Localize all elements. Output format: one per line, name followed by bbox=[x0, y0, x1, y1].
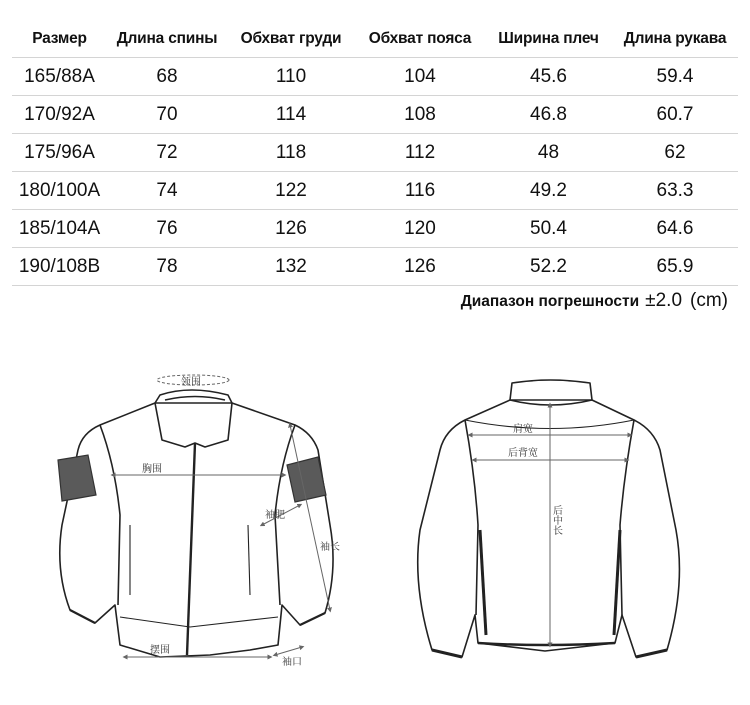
table-cell: 48 bbox=[485, 134, 612, 172]
table-cell: 76 bbox=[107, 210, 227, 248]
label-back-length: 后中长 bbox=[550, 505, 562, 535]
header-row bbox=[12, 20, 738, 58]
table-cell: 46.8 bbox=[485, 96, 612, 134]
jacket-front-view bbox=[60, 390, 333, 657]
table-row bbox=[12, 172, 738, 210]
label-back-width: 后背宽 bbox=[508, 448, 538, 459]
label-chest: 胸围 bbox=[142, 464, 162, 475]
table-cell: 175/96A bbox=[12, 134, 107, 172]
table-cell: 74 bbox=[107, 172, 227, 210]
table-cell: 64.6 bbox=[612, 210, 738, 248]
table-cell: 132 bbox=[227, 248, 355, 286]
table-cell: 112 bbox=[355, 134, 485, 172]
tolerance-unit: (cm) bbox=[690, 290, 728, 311]
table-cell: 45.6 bbox=[485, 58, 612, 96]
table-cell: 50.4 bbox=[485, 210, 612, 248]
size-chart bbox=[12, 20, 738, 286]
table-row bbox=[12, 210, 738, 248]
label-sleeve-width: 袖肥 bbox=[265, 510, 285, 521]
table-cell: 180/100A bbox=[12, 172, 107, 210]
header-chest: Обхват груди bbox=[240, 29, 342, 47]
tolerance-value: ±2.0 bbox=[645, 290, 683, 311]
header-waist: Обхват пояса bbox=[368, 29, 472, 47]
table-cell: 170/92A bbox=[12, 96, 107, 134]
label-cuff: 袖口 bbox=[282, 657, 302, 668]
table-cell: 126 bbox=[355, 248, 485, 286]
header-shoulder: Ширина плеч bbox=[498, 29, 599, 47]
label-collar: 领围 bbox=[181, 377, 201, 388]
table-cell: 126 bbox=[227, 210, 355, 248]
header-back-length: Длина спины bbox=[116, 29, 218, 47]
table-row bbox=[12, 58, 738, 96]
jacket-back-view bbox=[418, 380, 680, 657]
table-row bbox=[12, 96, 738, 134]
label-hem: 摆围 bbox=[150, 645, 170, 656]
table-row bbox=[12, 134, 738, 172]
table-cell: 108 bbox=[355, 96, 485, 134]
left-arm-patch bbox=[58, 455, 96, 501]
table-cell: 185/104A bbox=[12, 210, 107, 248]
header-sleeve: Длина рукава bbox=[623, 29, 727, 47]
label-shoulder: 肩宽 bbox=[513, 424, 533, 435]
table-cell: 59.4 bbox=[612, 58, 738, 96]
table-cell: 63.3 bbox=[612, 172, 738, 210]
table-cell: 49.2 bbox=[485, 172, 612, 210]
table-cell: 110 bbox=[227, 58, 355, 96]
table-cell: 68 bbox=[107, 58, 227, 96]
tolerance-label: Диапазон погрешности bbox=[460, 293, 640, 310]
table-cell: 65.9 bbox=[612, 248, 738, 286]
table-cell: 114 bbox=[227, 96, 355, 134]
table-cell: 120 bbox=[355, 210, 485, 248]
size-table bbox=[12, 20, 738, 286]
table-cell: 70 bbox=[107, 96, 227, 134]
header-size: Размер bbox=[32, 29, 87, 47]
table-cell: 118 bbox=[227, 134, 355, 172]
table-cell: 62 bbox=[612, 134, 738, 172]
table-cell: 116 bbox=[355, 172, 485, 210]
table-cell: 190/108B bbox=[12, 248, 107, 286]
table-cell: 72 bbox=[107, 134, 227, 172]
table-cell: 104 bbox=[355, 58, 485, 96]
label-sleeve-length: 袖长 bbox=[320, 542, 340, 553]
table-row bbox=[12, 248, 738, 286]
tolerance-note bbox=[461, 290, 728, 312]
table-cell: 78 bbox=[107, 248, 227, 286]
table-cell: 122 bbox=[227, 172, 355, 210]
table-cell: 52.2 bbox=[485, 248, 612, 286]
jacket-diagram bbox=[0, 355, 750, 705]
table-cell: 60.7 bbox=[612, 96, 738, 134]
table-cell: 165/88A bbox=[12, 58, 107, 96]
